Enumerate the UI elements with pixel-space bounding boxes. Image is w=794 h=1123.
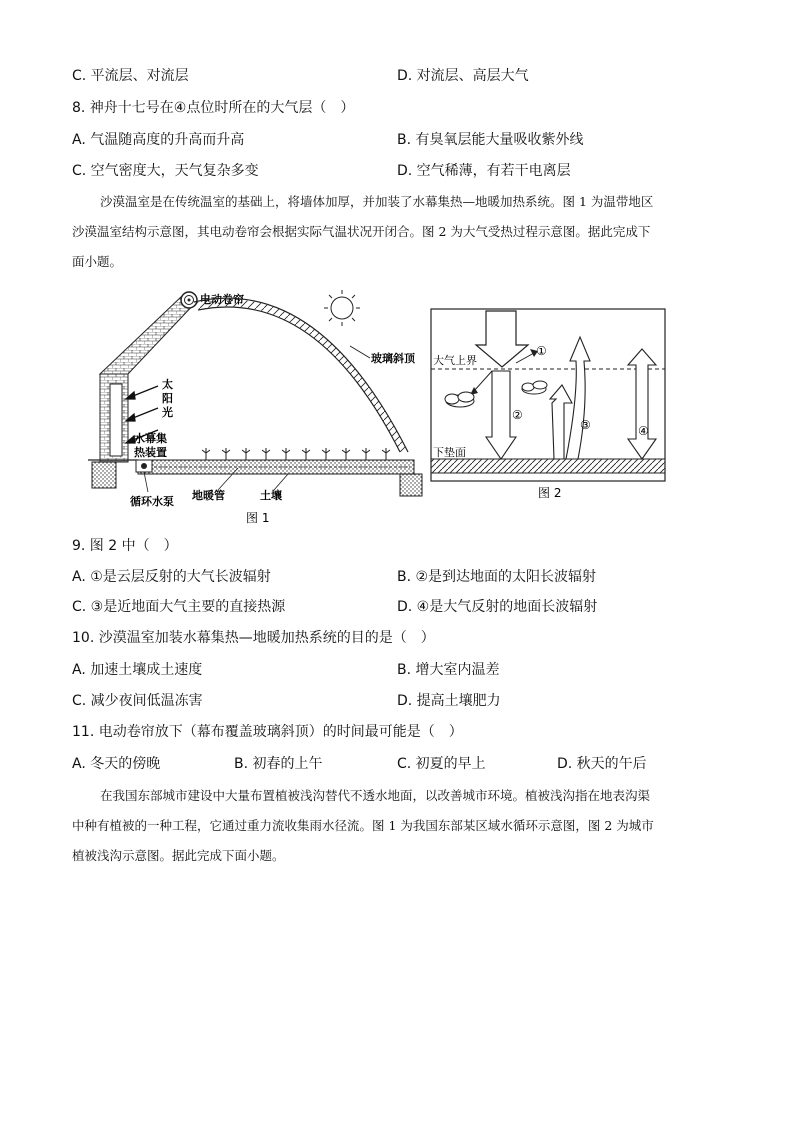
q9-option-b: B. ②是到达地面的太阳长波辐射: [397, 569, 597, 585]
figure-1-caption: 图 1: [246, 511, 270, 525]
q8-option-d: D. 空气稀薄，有若干电离层: [397, 163, 571, 179]
q8-stem: 8. 神舟十七号在④点位时所在的大气层（ ）: [72, 100, 355, 116]
cloud-right-icon: [522, 381, 547, 394]
q11-option-a: A. 冬天的傍晚: [72, 756, 161, 772]
label-2: ②: [512, 408, 523, 422]
glass-sloped-roof: [196, 303, 404, 452]
passage-1-line-2: 沙漠温室结构示意图，其电动卷帘会根据实际气温状况开闭合。图 2 为大气受热过程示意图。据此完成下: [72, 224, 651, 239]
underlying-surface: [431, 459, 665, 473]
label-sun-3: 光: [162, 406, 173, 419]
q8-option-c: C. 空气密度大，天气复杂多变: [72, 163, 259, 179]
foundation-left: [92, 462, 116, 488]
q11-stem: 11. 电动卷帘放下（幕布覆盖玻璃斜顶）的时间最可能是（ ）: [72, 724, 463, 740]
sun-icon: [324, 290, 360, 326]
label-pump: 循环水泵: [130, 495, 174, 508]
q10-option-c: C. 减少夜间低温冻害: [72, 693, 203, 709]
figure-2-caption: 图 2: [538, 486, 562, 500]
q11-option-b: B. 初春的上午: [234, 756, 323, 772]
q10-option-d: D. 提高土壤肥力: [397, 693, 501, 709]
q7-option-c: C. 平流层、对流层: [72, 68, 189, 84]
q9-option-c: C. ③是近地面大气主要的直接热源: [72, 599, 286, 615]
passage-2-line-2: 中种有植被的一种工程，它通过重力流收集雨水径流。图 1 为我国东部某区域水循环示意图，图 2 为城市: [72, 818, 654, 833]
label-3: ③: [580, 418, 591, 432]
label-electric-roller: 电动卷帘: [200, 293, 244, 306]
q9-option-a: A. ①是云层反射的大气长波辐射: [72, 569, 271, 585]
q9-stem: 9. 图 2 中（ ）: [72, 538, 178, 554]
label-top-of-atmosphere: 大气上界: [433, 354, 477, 367]
passage-1-line-3: 面小题。: [72, 254, 123, 269]
passage-1: [72, 187, 727, 277]
q10-option-a: A. 加速土壤成土速度: [72, 662, 203, 678]
electric-roller-icon: [181, 292, 197, 308]
passage-1-line-1: 沙漠温室是在传统温室的基础上，将墙体加厚，并加装了水幕集热—地暖加热系统。图 1 为温带地区: [100, 194, 654, 209]
q9-option-d: D. ④是大气反射的地面长波辐射: [397, 599, 598, 615]
label-floor-pipe: 地暖管: [192, 489, 225, 502]
foundation-right: [400, 474, 422, 496]
label-1: ①: [536, 344, 547, 358]
q11-option-d: D. 秋天的午后: [557, 756, 647, 772]
label-sun-2: 阳: [162, 392, 173, 405]
cloud-left-icon: [445, 392, 474, 407]
label-glass-roof: 玻璃斜顶: [371, 352, 415, 365]
label-underlying-surface: 下垫面: [433, 446, 466, 459]
figure-1-greenhouse-diagram: [88, 284, 428, 528]
label-soil: 土壤: [260, 489, 282, 502]
back-roof: [100, 296, 196, 374]
q8-option-b: B. 有臭氧层能大量吸收紫外线: [397, 132, 584, 148]
label-curtain-1: 水幕集: [134, 432, 167, 445]
q10-option-b: B. 增大室内温差: [397, 662, 500, 678]
q8-option-a: A. 气温随高度的升高而升高: [72, 132, 245, 148]
q11-option-c: C. 初夏的早上: [397, 756, 486, 772]
passage-2-line-1: 在我国东部城市建设中大量布置植被浅沟替代不透水地面，以改善城市环境。植被浅沟指在地表沟渠: [100, 788, 651, 803]
plants-row: [202, 448, 390, 460]
label-sun-1: 太: [162, 378, 173, 391]
label-4: ④: [638, 424, 649, 438]
q7-option-d: D. 对流层、高层大气: [397, 68, 529, 84]
figure-2-atmospheric-heating-diagram: [430, 307, 670, 507]
q10-stem: 10. 沙漠温室加装水幕集热—地暖加热系统的目的是（ ）: [72, 630, 435, 646]
passage-2: [72, 781, 727, 871]
label-curtain-2: 热装置: [134, 446, 167, 459]
water-curtain-panel: [110, 384, 122, 456]
passage-2-line-3: 植被浅沟示意图。据此完成下面小题。: [72, 848, 285, 863]
